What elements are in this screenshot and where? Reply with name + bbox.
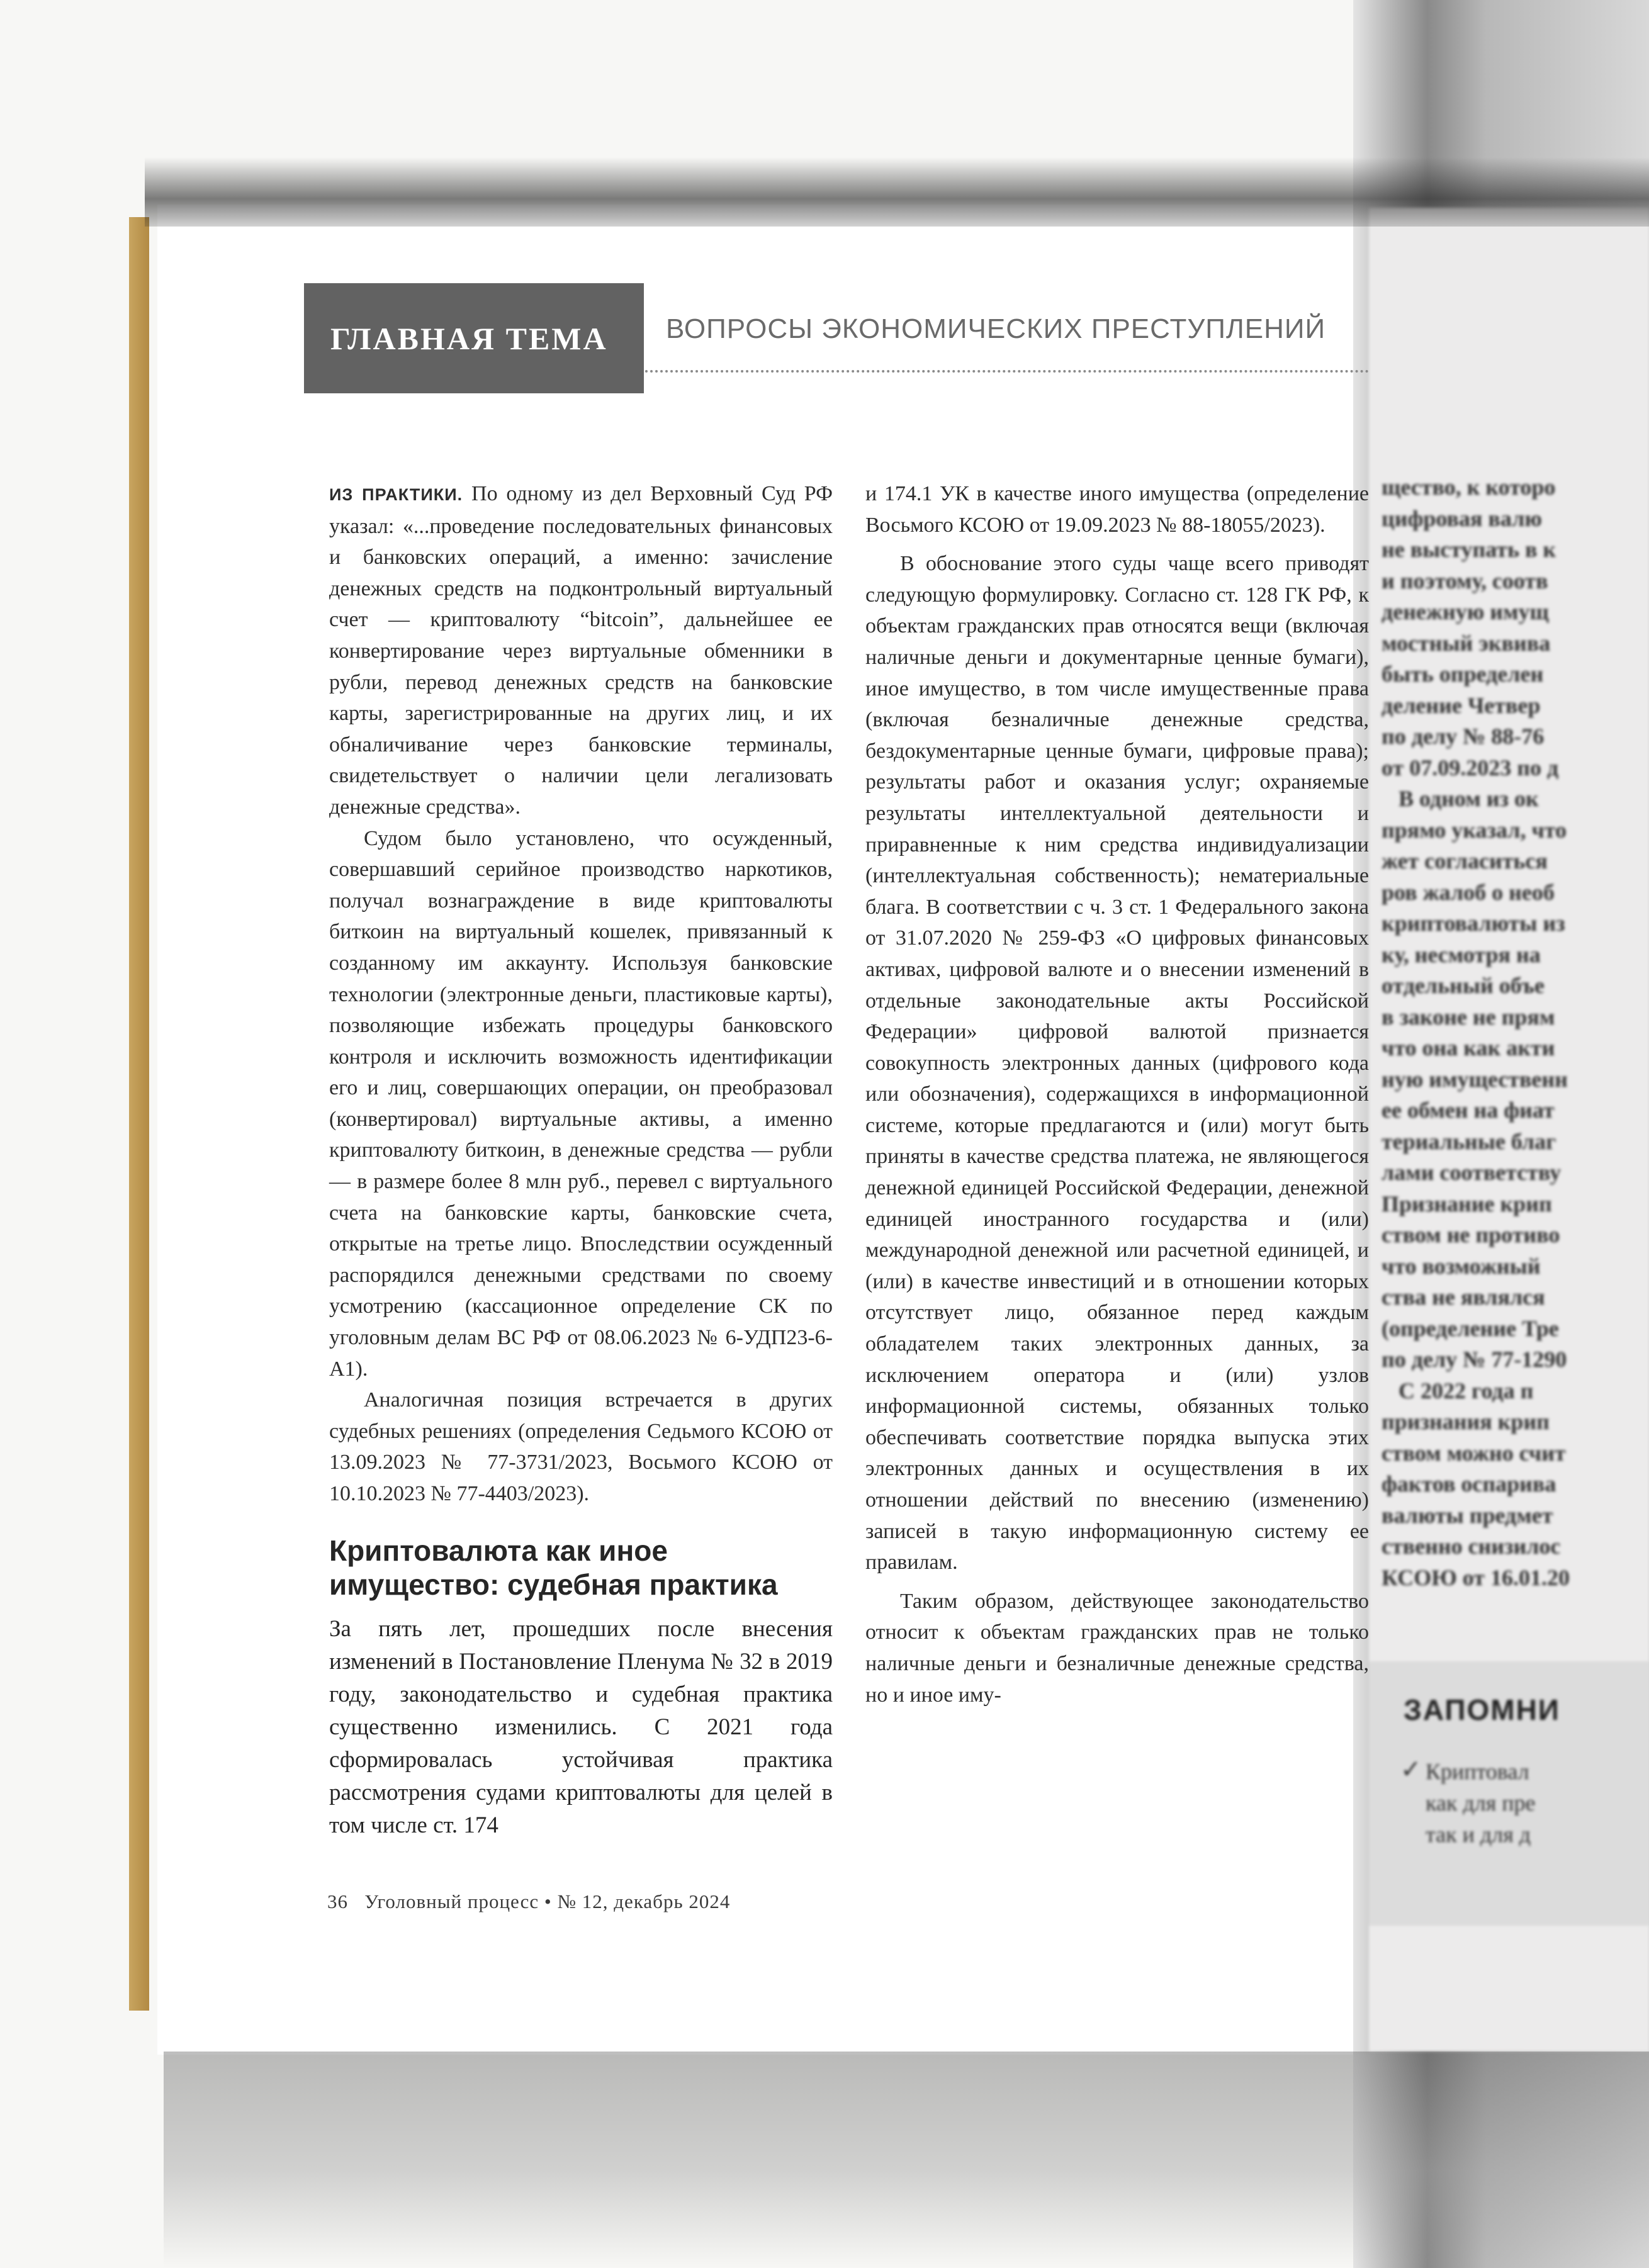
intro-paragraph: За пять лет, прошедших после внесения изменений в Постановление Пленума № 32 в 2019 году, законодательство и судебная практика существенно изменились. С 2021 года сформировалась устойчивая практика рассмотрения судами криптовалюты для целей в том числе ст. 174 (329, 1615, 833, 1838)
practice-text: По одному из дел Верховный Суд РФ указал: «...проведение последовательных финансовых и банковских операций, а именно: зачисление денежных средств на подконтрольный виртуальный счет — криптовалюту “bitcoin”, дальнейшее ее конвертирование через виртуальные обменники в рубли, перевод денежных средств на банковские карты, зарегистрированные на других лиц, и их обналичивание через банковские терминалы, свидетельствует о наличии цели легализовать денежные средства». (329, 482, 833, 819)
header-dotted-rule (645, 370, 1369, 373)
remember-callout-body: Криптовал как для пре так и для д (1426, 1759, 1536, 1847)
paragraph: В обоснование этого суды чаще всего приводят следующую формулировку. Согласно ст. 128 ГК РФ, к объектам гражданских прав относятся вещи (включая наличные деньги и документарные ценные бумаги), иное имущество, в том числе имущественные права (включая безналичные денежные средства, бездокументарные ценные бумаги, цифровые права); результаты работ и оказания услуг; охраняемые результаты интеллектуальной деятельности и приравненные к ним средства индивидуализации (интеллектуальная собственность); нематериальные блага. В соответствии с ч. 3 ст. 1 Федерального закона от 31.07.2020 № 259-ФЗ «О цифровых финансовых активах, цифровой валюте и о внесении изменений в отдельные законодательные акты Российской Федерации» цифровой валютой признается совокупность электронных данных (цифрового кода или обозначения), содержащихся в информационной системе, которые предлагаются и (или) могут быть приняты в качестве средства платежа, не являющегося денежной единицей Российской Федерации, денежной единицей иностранного государства и (или) международной денежной или расчетной единицей, и (или) в качестве инвестиций и в отношении которых отсутствует лицо, обязанное перед каждым обладателем таких электронных данных, за исключением оператора и (или) узлов информационной системы, обязанных только обеспечивать соответствие порядка выпуска этих электронных данных и осуществления в их отношении действий по внесению (изменению) записей в такую информационную систему ее правилам. (865, 552, 1369, 1575)
paragraph: Таким образом, действующее законодательство относит к объектам гражданских прав не только наличные деньги и безналичные денежные средства, но и иное иму- (865, 1589, 1369, 1707)
next-page-fragment (1369, 208, 1649, 2052)
scanner-shadow-top (145, 157, 1649, 227)
right-column (865, 478, 1369, 1710)
scanner-shadow-bottom (164, 2052, 1649, 2268)
rubric-text: ГЛАВНАЯ ТЕМА (330, 320, 608, 356)
checkmark-icon: ✓ (1400, 1755, 1422, 1783)
paragraph: Судом было установлено, что осужденный, совершавший серийное производство наркотиков, получал вознаграждение в виде криптовалюты биткоин на виртуальный кошелек, привязанный к созданному им аккаунту. Используя банковские технологии (электронные деньги, пластиковые карты), позволяющие избежать процедуры банковского контроля и исключить возможность идентификации его и лиц, совершающих операции, он преобразовал (конвертировал) виртуальные активы, а именно криптовалюту биткоин, в денежные средства — рубли — в размере более 8 млн руб., перевел с виртуального счета на банковские карты, банковские счета, открытые на третье лицо. Впоследствии осужденный распорядился денежными средствами по своему усмотрению (кассационное определение СК по уголовным делам ВС РФ от 08.06.2023 № 6-УДП23-6-А1). (329, 826, 833, 1381)
practice-paragraph (329, 478, 833, 823)
section-title: ВОПРОСЫ ЭКОНОМИЧЕСКИХ ПРЕСТУПЛЕНИЙ (666, 313, 1326, 344)
remember-callout-title: ЗАПОМНИ (1404, 1693, 1560, 1726)
paragraph: Аналогичная позиция встречается в других судебных решениях (определения Седьмого КСОЮ от 13.09.2023 № 77-3731/2023, Восьмого КСОЮ от 10.10.2023 № 77-4403/2023). (329, 1388, 833, 1505)
practice-lead-label: ИЗ ПРАКТИКИ. (329, 485, 463, 504)
next-page-text: щество, к которо цифровая валю не выступать в к и поэтому, соотв денежную имущ мостный эквива быть определен деление Четвер по делу № 88-76 от 07.09.2023 по д В одном из ок прямо указал, что жет согласиться ров жалоб о необ криптовалюты из ку, несмотря на отдельный объе в законе не прям что она как акти ную имущественн ее обмен на фиат териальные благ лами соответству Признание крип ством не противо что возможный ства не являлся (определение Тре по делу № 77-1290 С 2022 года п признания крип ством можно счит фактов оспарива валюты предмет ственно снизилос КСОЮ от 16.01.20 (1382, 474, 1570, 1590)
left-column (329, 478, 833, 1842)
paragraph: и 174.1 УК в качестве иного имущества (определение Восьмого КСОЮ от 19.09.2023 № 88-18055/2023). (865, 482, 1369, 537)
subheading: Криптовалюта как иное имущество: судебная практика (329, 1534, 778, 1601)
page-edge-strip (129, 217, 149, 2011)
page-footer: 36 Уголовный процесс • № 12, декабрь 2024 (327, 1890, 731, 1912)
rubric-label (304, 283, 644, 393)
